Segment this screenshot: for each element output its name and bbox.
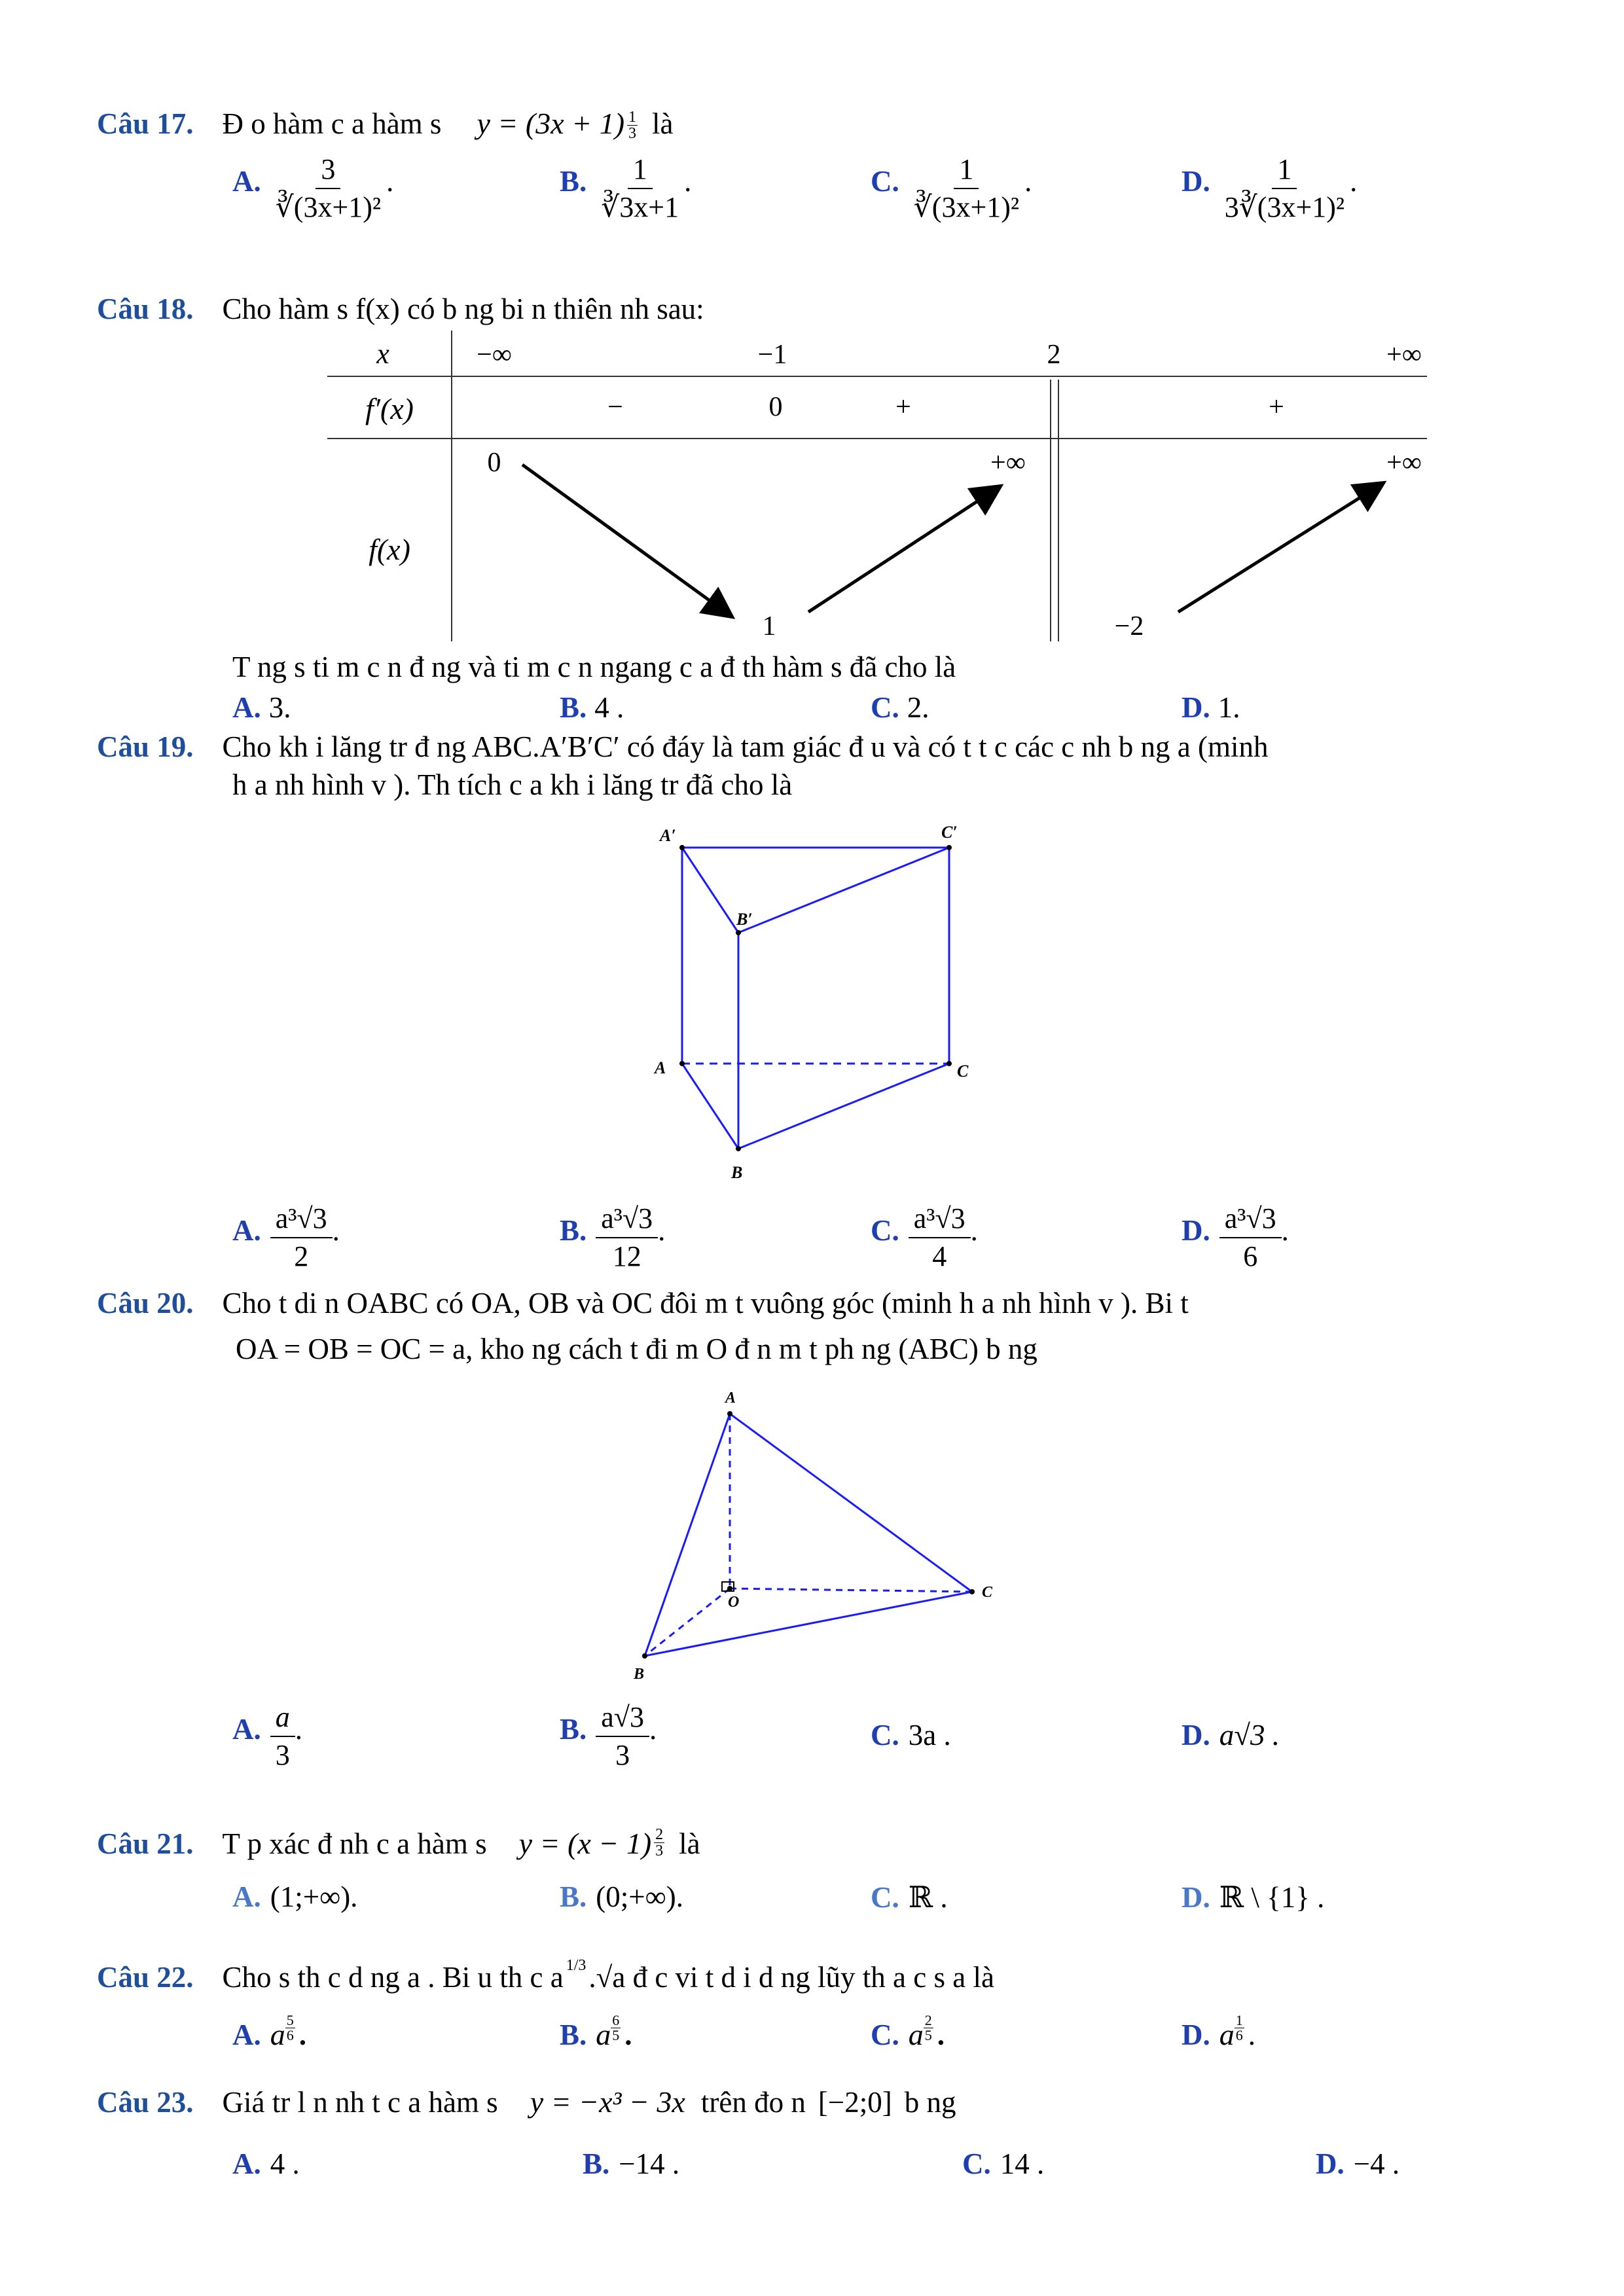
variation-table [327,331,1440,664]
q18-option-a[interactable]: A. 3. [232,691,291,724]
q18-question: T ng s ti m c n đ ng và ti m c n ngang c a đ th hàm s đã cho là [232,651,956,683]
tetra-label-c: C [982,1584,993,1601]
q19-option-b[interactable]: B. $\frac{\text{a³√3}}{12}$ . [560,1202,666,1273]
q20-option-d[interactable]: D. a√3 . [1182,1719,1280,1751]
q22-line [97,1957,994,1994]
q21-option-c[interactable]: C. ℝ . [871,1881,948,1914]
q18-option-b[interactable]: B. 4 . [560,691,624,724]
q19-line1 [97,730,1269,764]
q17-formula: y = (3x + 1) [477,107,625,140]
q21-line [97,1826,700,1873]
f-value-minus-2: −2 [1114,611,1144,641]
q21-tail: là [679,1827,700,1860]
q21-option-a[interactable]: A. (1;+∞). [232,1880,358,1913]
x-label: x [376,338,389,370]
q23-text-2: trên đo n [700,2086,806,2119]
f-value-0: 0 [487,448,501,478]
q23-tail: b ng [904,2086,956,2119]
f-value-pos-inf-left: +∞ [990,448,1026,478]
q22-number: Câu 22. [97,1961,194,1994]
q22-text: Cho s th c d ng a . Bi u th c a [222,1961,564,1994]
q21-option-b[interactable]: B. (0;+∞). [560,1880,683,1913]
q19-option-d[interactable]: D. $\frac{\text{a³√3}}{6}$ . [1182,1202,1289,1273]
q20-option-b[interactable]: B. $\frac{a√3}{3}$ . [560,1701,657,1772]
prism-label-c: C [957,1062,969,1081]
q17-text: Đ o hàm c a hàm s [222,107,442,140]
fprime-label: f′(x) [365,392,414,425]
q22-text-2: .√a đ c vi t d i d ng lũy th a c s a là [588,1961,994,1994]
q21-number: Câu 21. [97,1827,194,1860]
tetra-label-b: B [634,1666,645,1683]
q21-option-d[interactable]: D. ℝ \ {1} . [1182,1881,1325,1914]
q19-option-c[interactable]: C. $\frac{\text{a³√3}}{4}$ . [871,1202,978,1273]
q20-option-c[interactable]: C. 3a . [871,1719,951,1751]
tetra-label-a: A [725,1390,736,1407]
q17-option-d[interactable]: D. $\frac{1}{\text{3∛(3x+1)²}}$ . [1182,153,1358,224]
x-value-neg-inf: −∞ [477,340,512,370]
q22-exponent: 1/3 [566,1957,586,1974]
q23-number: Câu 23. [97,2086,194,2119]
q21-exponent: $\frac{2}{3}$ [655,1826,664,1859]
q22-option-c[interactable]: C. a $\frac{2}{5}$ . [871,2012,945,2051]
x-value-minus-1: −1 [757,340,787,370]
q17-tail: là [652,107,674,140]
f-value-pos-inf-right: +∞ [1386,448,1422,478]
q22-option-a[interactable]: A. a $\frac{5}{6}$ . [232,2012,306,2051]
q21-text: T p xác đ nh c a hàm s [222,1827,487,1860]
q18-number: Câu 18. [97,293,194,325]
q23-formula: y = −x³ − 3x [530,2085,685,2119]
q19-text-1: Cho kh i lăng tr đ ng ABC.A′B′C′ có đáy là tam giác đ u và có t t c các c nh b ng a (minh [222,730,1269,763]
q19-option-a[interactable]: A. $\frac{\text{a³√3}}{2}$ . [232,1202,340,1273]
q22-option-b[interactable]: B. a $\frac{6}{5}$ . [560,2012,632,2051]
q20-line1 [97,1286,1189,1320]
q23-text: Giá tr l n nh t c a hàm s [222,2086,498,2119]
x-value-pos-inf: +∞ [1386,340,1422,370]
q23-option-c[interactable]: C. 14 . [962,2147,1045,2180]
arrow-up-2 [1178,484,1381,612]
sign-plus-1: + [895,392,911,422]
prism-label-a: A [655,1058,666,1077]
q23-option-d[interactable]: D. −4 . [1316,2147,1400,2180]
q17-exponent: $\frac{1}{3}$ [628,108,637,142]
f-label: f(x) [369,533,410,566]
q18-option-d[interactable]: D. 1. [1182,691,1240,724]
prism-figure [641,815,982,1194]
x-value-2: 2 [1047,340,1061,370]
q23-option-b[interactable]: B. −14 . [583,2147,680,2180]
arrow-down [522,465,730,615]
q20-text-1: Cho t di n OABC có OA, OB và OC đôi m t vuông góc (minh h a nh hình v ). Bi t [222,1287,1189,1319]
tetrahedron-figure [615,1384,1021,1685]
q18-line [97,292,704,326]
q23-interval: [−2;0] [818,2086,892,2119]
q22-option-d[interactable]: D. a $\frac{1}{6}$ . [1182,2012,1255,2051]
f-value-1: 1 [762,611,776,641]
q17-option-a[interactable]: A. $\frac{3}{\text{∛(3x+1)²}}$ . [232,153,394,224]
sign-plus-2: + [1269,392,1284,422]
q19-number: Câu 19. [97,730,194,763]
q17-line [97,106,674,149]
q20-text-2: OA = OB = OC = a, kho ng cách t đi m O đ n m t ph ng (ABC) b ng [236,1333,1038,1365]
q23-line [97,2085,956,2119]
prism-label-c1: C′ [941,823,958,842]
sign-zero: 0 [768,392,783,422]
q20-number: Câu 20. [97,1287,194,1319]
q19-text-2: h a nh hình v ). Th tích c a kh i lăng tr đã cho là [232,768,793,801]
prism-label-b: B [731,1163,743,1182]
sign-minus: − [607,392,623,422]
prism-label-b1: B′ [736,910,753,929]
prism-label-a1: A′ [660,826,676,845]
arrow-up-1 [808,488,998,612]
q17-number: Câu 17. [97,107,194,140]
q18-text: Cho hàm s f(x) có b ng bi n thiên nh sau: [222,293,704,325]
q21-formula: y = (x − 1) [518,1827,652,1860]
q20-option-a[interactable]: A. $\frac{a}{3}$ . [232,1701,302,1772]
q17-option-c[interactable]: C. $\frac{1}{\text{∛(3x+1)²}}$ . [871,153,1032,224]
q17-option-b[interactable]: B. $\frac{1}{∛3x+1}$ . [560,153,692,224]
q18-option-c[interactable]: C. 2. [871,691,929,724]
tetra-label-o: O [728,1594,740,1611]
q23-option-a[interactable]: A. 4 . [232,2147,300,2180]
